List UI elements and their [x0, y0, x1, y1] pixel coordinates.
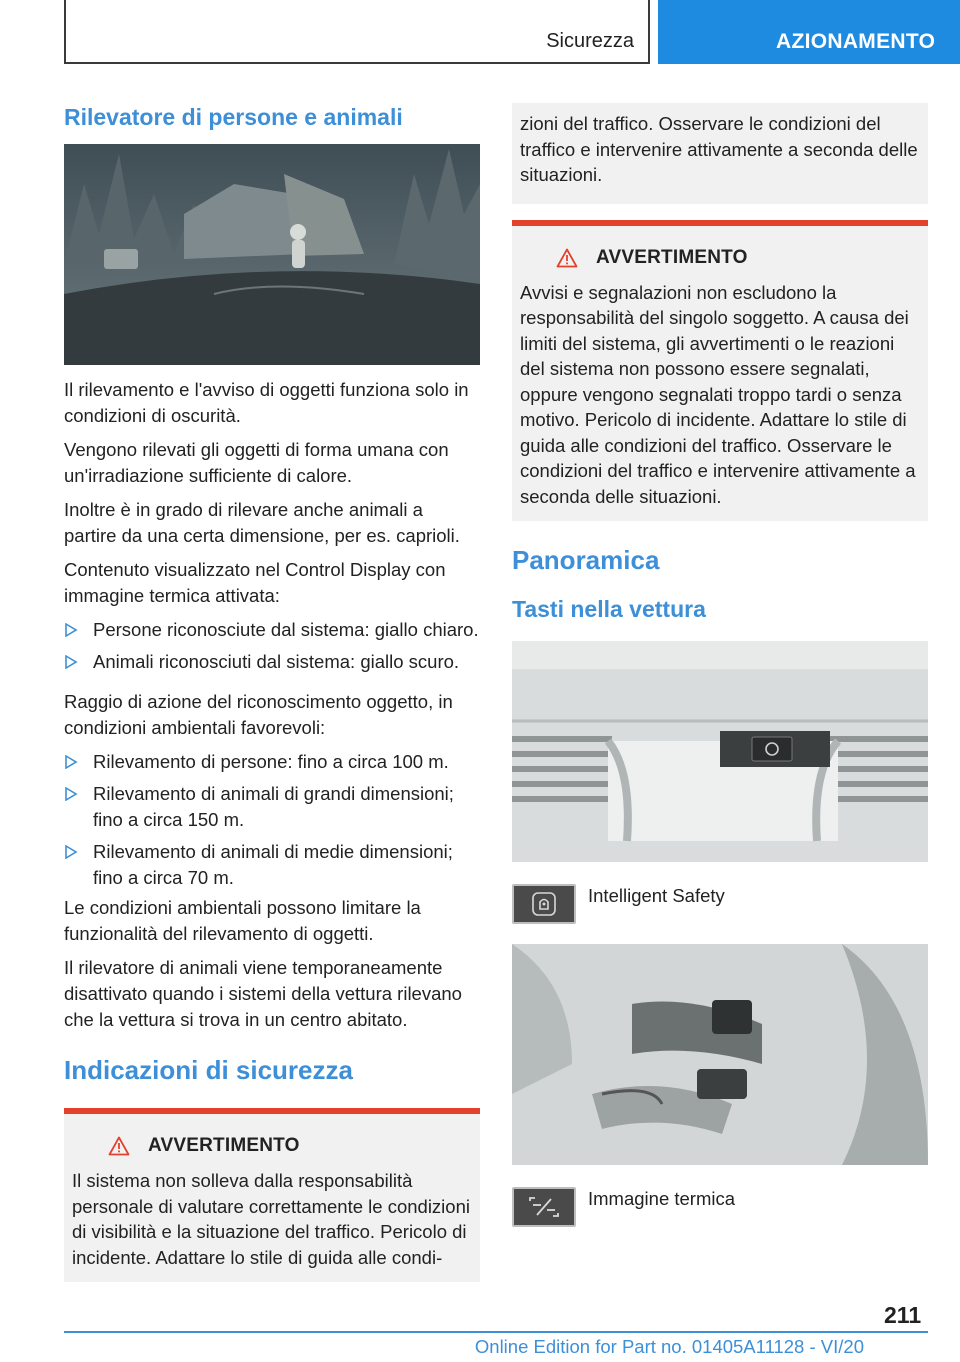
header-section: Sicurezza: [546, 30, 634, 52]
intelligent-safety-button-icon[interactable]: [512, 884, 576, 924]
triangle-bullet-icon: [64, 623, 78, 637]
footer-divider: [64, 1331, 928, 1333]
paragraph: Le condizioni ambientali possono limitare la funzionalità del rilevamento di oggetti.: [64, 897, 421, 944]
list-item: [64, 617, 480, 643]
edition-text: Online Edition for Part no. 01405A11128 - VI/20: [474, 1336, 864, 1357]
paragraph: Il rilevamento e l'avviso di oggetti funziona solo in condizioni di oscurità.: [64, 379, 469, 426]
triangle-bullet-icon: [64, 845, 78, 859]
warning-box: [64, 1108, 480, 1282]
paragraph: Raggio di azione del riconoscimento oggetto, in condizioni ambientali favorevoli:: [64, 691, 453, 738]
list-item-text: Rilevamento di animali di medie dimensioni; fino a circa 70 m.: [93, 841, 453, 888]
list-item: [64, 749, 480, 775]
button-description: [512, 884, 928, 924]
list-item-text: Rilevamento di persone: fino a circa 100 m.: [93, 751, 449, 772]
warning-title: AVVERTIMENTO: [596, 246, 748, 268]
triangle-bullet-icon: [64, 655, 78, 669]
header-frame: [64, 0, 650, 64]
paragraph: Contenuto visualizzato nel Control Display con immagine termica attivata:: [64, 559, 446, 606]
night-vision-image: [64, 144, 480, 365]
list-item: [64, 781, 480, 833]
thermal-image-button-icon[interactable]: [512, 1187, 576, 1227]
button-label: Intelligent Safety: [588, 885, 725, 906]
safety-heading: Indicazioni di sicurezza: [64, 1055, 353, 1085]
warning-icon: [556, 248, 578, 268]
list-item-text: Rilevamento di animali di grandi dimensioni; fino a circa 150 m.: [93, 783, 454, 830]
warning-title: AVVERTIMENTO: [148, 1135, 300, 1156]
section-title: Rilevatore di persone e animali: [64, 104, 403, 130]
list-item-text: Animali riconosciuti dal sistema: giallo scuro.: [93, 651, 460, 672]
right-column: [512, 103, 928, 1247]
warning-text: Avvisi e segnalazioni non escludono la responsabilità del singolo soggetto. A causa dei limiti del sistema, gli avvertimenti o le reazioni del sistema non possono essere segnalati, oppure vengono segnalati troppo tardi o senza motivo. Pericolo di incidente. Adattare lo stile di guida alle condizioni del traffico. Osservare le condizioni del traffico e intervenire attivamente a seconda delle situazioni.: [520, 281, 916, 507]
triangle-bullet-icon: [64, 755, 78, 769]
list-item-text: Persone riconosciute dal sistema: giallo chiaro.: [93, 619, 479, 640]
button-description: [512, 1187, 928, 1227]
paragraph: Vengono rilevati gli oggetti di forma umana con un'irradiazione sufficiente di calore.: [64, 439, 449, 486]
warning-text: zioni del traffico. Osservare le condizioni del traffico e intervenire attivamente a seconda delle situazioni.: [520, 113, 918, 185]
triangle-bullet-icon: [64, 787, 78, 801]
warning-text: Il sistema non solleva dalla responsabilità personale di valutare correttamente le condizioni di visibilità e la situazione del traffico. Pericolo di incidente. Adattare lo stile di guida alle condi-: [72, 1170, 470, 1268]
steering-column-image: [512, 944, 928, 1165]
left-column: [64, 96, 480, 1282]
button-label: Immagine termica: [588, 1188, 736, 1209]
warning-box: [512, 220, 928, 522]
display-list: [64, 617, 480, 675]
list-item: [64, 649, 480, 675]
page-number: 211: [884, 1302, 922, 1328]
paragraph: Inoltre è in grado di rilevare anche animali a partire da una certa dimensione, per es. caprioli.: [64, 499, 460, 546]
dashboard-buttons-image: [512, 641, 928, 862]
chapter-tab[interactable]: AZIONAMENTO: [658, 0, 960, 64]
paragraph: Il rilevatore di animali viene temporaneamente disattivato quando i sistemi della vettura rilevano che la vettura si trova in un centro abitato.: [64, 957, 462, 1030]
buttons-heading: Tasti nella vettura: [512, 596, 706, 622]
range-list: [64, 749, 480, 891]
list-item: [64, 839, 480, 891]
warning-continuation: [512, 103, 928, 204]
overview-heading: Panoramica: [512, 545, 660, 575]
warning-icon: [108, 1136, 130, 1156]
